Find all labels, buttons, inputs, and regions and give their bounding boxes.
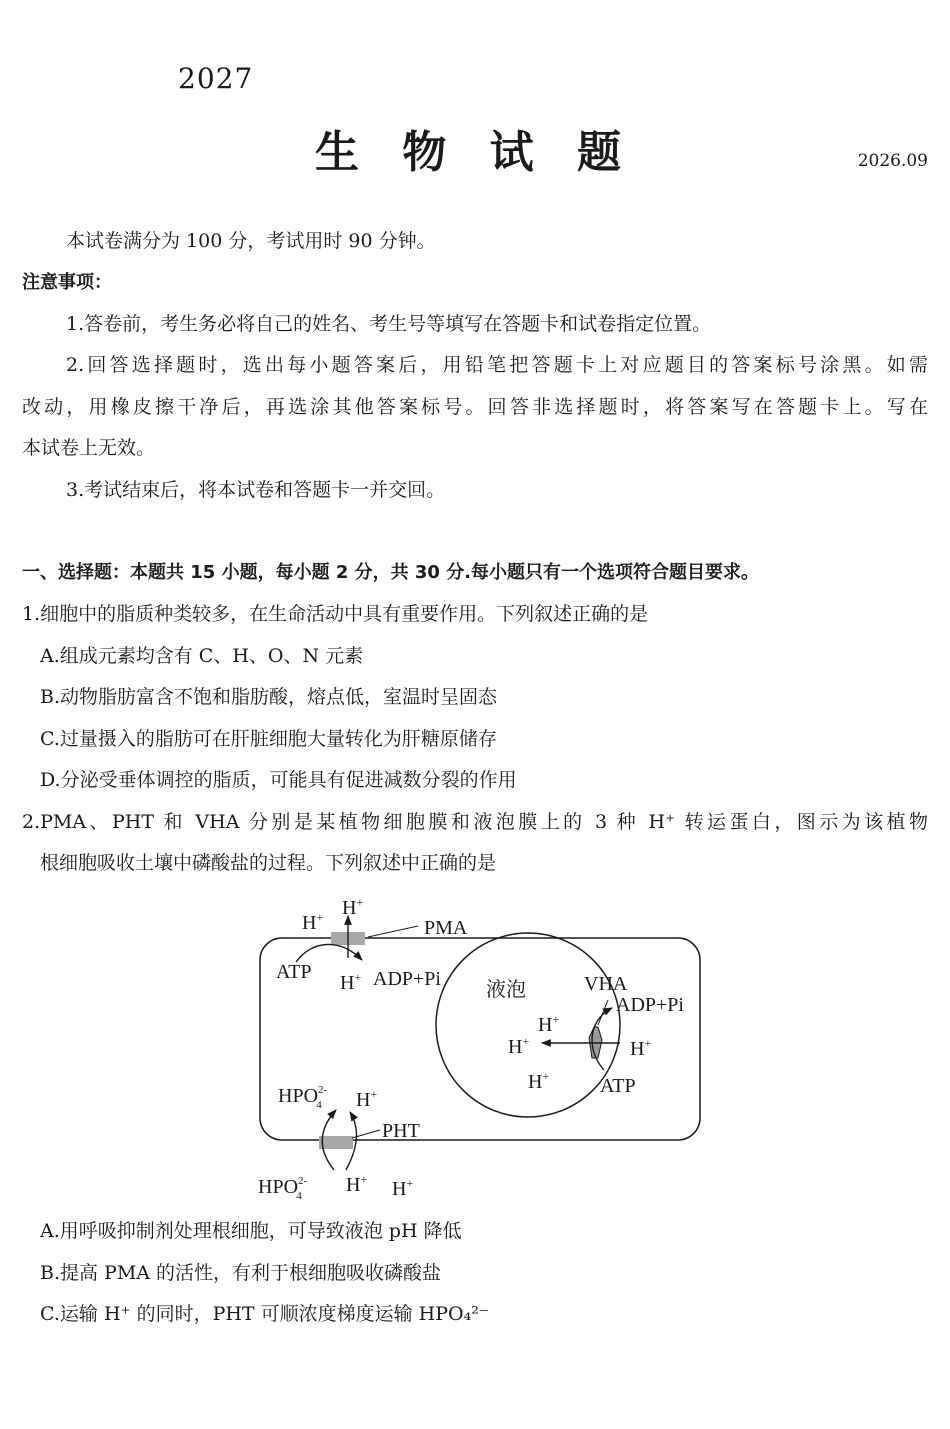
h-ion-vac-1: H+ <box>538 1012 560 1036</box>
section-heading: 一、选择题：本题共 15 小题，每小题 2 分，共 30 分.每小题只有一个选项符合题目要求。 <box>22 562 760 583</box>
question-2-stem-cont: 根细胞吸收土壤中磷酸盐的过程。下列叙述中正确的是 <box>40 852 497 874</box>
h-ion-pht-out-2: H+ <box>392 1176 414 1200</box>
intro-text: 本试卷满分为 100 分，考试用时 90 分钟。 <box>66 230 436 252</box>
notice-item-1: 1.答卷前，考生务必将自己的姓名、考生号等填写在答题卡和试卷指定位置。 <box>66 313 712 335</box>
year-label: 2027 <box>178 62 254 95</box>
q1-option-c: C.过量摄入的脂肪可在肝脏细胞大量转化为肝糖原储存 <box>40 728 497 750</box>
hpo4-label-out: $HPO^{2-}4$ <box>258 1175 308 1202</box>
vha-label: VHA <box>584 973 628 995</box>
notice-heading: 注意事项： <box>22 272 112 293</box>
pma-label: PMA <box>424 917 468 939</box>
h-ion-pma-out: H+ <box>342 895 364 919</box>
notice-item-2-end: 本试卷上无效。 <box>22 437 156 459</box>
h-ion-pma-left: H+ <box>302 910 324 934</box>
q1-option-b: B.动物脂肪富含不饱和脂肪酸，熔点低，室温时呈固态 <box>40 686 498 708</box>
h-ion-pht-in: H+ <box>356 1087 378 1111</box>
notice-item-2: 2.回答选择题时，选出每小题答案后，用铅笔把答题卡上对应题目的答案标号涂黑。如需 <box>66 354 928 376</box>
q1-option-a: A.组成元素均含有 C、H、O、N 元素 <box>40 645 364 667</box>
q2-option-a: A.用呼吸抑制剂处理根细胞，可导致液泡 pH 降低 <box>40 1220 462 1242</box>
notice-item-2-cont: 改动，用橡皮擦干净后，再选涂其他答案标号。回答非选择题时，将答案写在答题卡上。写在 <box>22 396 928 418</box>
h-ion-cyto-vha: H+ <box>630 1036 652 1060</box>
adp-label-pma: ADP+Pi <box>373 968 441 990</box>
vha-label-line <box>598 1000 608 1025</box>
h-ion-vac-3: H+ <box>528 1069 550 1093</box>
h-ion-pht-out-1: H+ <box>346 1172 368 1196</box>
vacuole-label: 液泡 <box>486 979 526 1001</box>
h-ion-vac-2: H+ <box>508 1034 530 1058</box>
pht-protein <box>319 1136 353 1149</box>
pht-label: PHT <box>382 1120 420 1142</box>
atp-label-pma: ATP <box>276 961 312 983</box>
atp-label-vha: ATP <box>600 1075 636 1097</box>
question-2-stem: 2.PMA、PHT 和 VHA 分别是某植物细胞膜和液泡膜上的 3 种 H⁺ 转运蛋白，图示为该植物 <box>22 811 928 833</box>
q1-option-d: D.分泌受垂体调控的脂质，可能具有促进减数分裂的作用 <box>40 769 517 791</box>
hpo4-label-in: $HPO^{2-}4$ <box>278 1084 328 1111</box>
pma-label-line <box>368 926 418 937</box>
exam-date: 2026.09 <box>857 151 928 171</box>
q2-option-c: C.运输 H⁺ 的同时，PHT 可顺浓度梯度运输 HPO₄²⁻ <box>40 1303 489 1325</box>
h-ion-pma-in: H+ <box>340 970 362 994</box>
adp-label-vha: ADP+Pi <box>616 994 684 1016</box>
pma-atp-arrow <box>296 944 362 962</box>
question-1-stem: 1.细胞中的脂质种类较多，在生命活动中具有重要作用。下列叙述正确的是 <box>22 603 649 625</box>
cell-diagram <box>240 890 720 1210</box>
page-title: 生 物 试 题 <box>315 127 635 178</box>
q2-option-b: B.提高 PMA 的活性，有利于根细胞吸收磷酸盐 <box>40 1262 442 1284</box>
notice-item-3: 3.考试结束后，将本试卷和答题卡一并交回。 <box>66 479 446 501</box>
